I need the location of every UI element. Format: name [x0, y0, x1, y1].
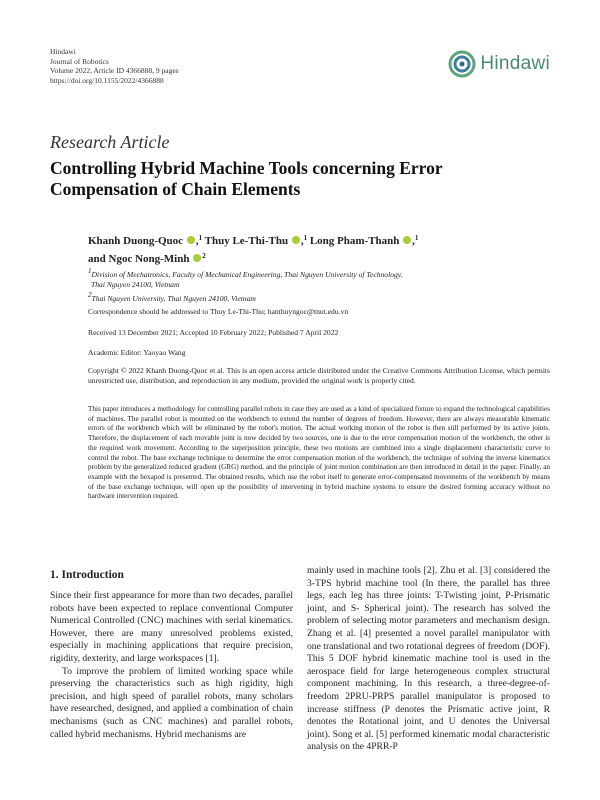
author-name[interactable]: Long Pham-Thanh [309, 235, 400, 247]
publisher-name: Hindawi [50, 47, 76, 56]
body-column-left [50, 590, 293, 741]
publication-dates: Received 13 December 2021; Accepted 10 February 2022; Published 7 April 2022 [88, 328, 339, 337]
correspondence: Correspondence should be addressed to Thuy Le-Thi-Thu; hanthuyngoc@tnut.edu.vn [88, 307, 349, 316]
orcid-icon[interactable] [187, 236, 195, 244]
body-column-right [307, 565, 550, 754]
paragraph: mainly used in machine tools [2]. Zhu et al. [3] considered the 3-TPS hybrid machine tool (In there, the parallel has three legs, each leg has three joints: T-Twisting joint, P-Prismatic joint, and S- Spherical joint). The research has solved the problem of selecting motor parameters and mechanism design. Zhang et al. [4] presented a novel parallel manipulator with one translational and two rotational degrees of freedom (DOF). This 5 DOF hybrid kinematic machine tool is used in the aerospace field for large heterogeneous complex structural component machining. In this research, a three-degree-of-freedom 2PRU-PRPS parallel manipulator is proposed to increase stiffness (P denotes the Prismatic active joint, R denotes the Rotational joint, and U denotes the Universal joint). Song et al. [5] performed kinematic modal characteristic analysis on the 4PRR-P [307, 565, 550, 753]
affiliation-line: Thai Nguyen 24100, Vietnam [91, 280, 180, 289]
author-list: Khanh Duong-Quoc ,$^1$ Thuy Le-Thi-Thu ,$^1$ Long Pham-Thanh ,$^1$ and Ngoc Nong-Minh $^2$ [88, 234, 419, 265]
logo-wordmark: Hindawi [480, 53, 550, 74]
affiliation-line: 2Thai Nguyen University, Thai Nguyen 24100, Vietnam [88, 291, 256, 303]
academic-editor: Academic Editor: Yaoyao Wang [88, 348, 186, 357]
author-affiliation-marker: 1 [198, 234, 203, 242]
journal-name: Journal of Robotics [50, 56, 109, 66]
section-heading: 1. Introduction [50, 569, 124, 581]
journal-metadata [50, 47, 179, 85]
copyright-notice: Copyright © 2022 Khanh Duong-Quoc et al. This is an open access article distributed under the Creative Commons Attribution License, which permits unrestricted use, distribution, and reproduction in any medium, provided the original work is properly cited. [88, 366, 550, 385]
affiliation-line: 1Division of Mechatronics, Faculty of Mechanical Engineering, Thai Nguyen University of Technology, [88, 267, 403, 279]
author-name[interactable]: Khanh Duong-Quoc [88, 235, 184, 247]
author-affiliation-marker: 1 [414, 234, 419, 242]
hindawi-logo-icon [448, 50, 476, 78]
volume-line: Volume 2022, Article ID 4366888, 9 pages [50, 66, 179, 76]
orcid-icon[interactable] [292, 236, 300, 244]
orcid-icon[interactable] [193, 254, 201, 262]
hindawi-logo [448, 50, 550, 78]
paragraph: To improve the problem of limited working space while preserving the characteristics such as high rigidity, high precision, and high speed of parallel robots, many scholars have researched, designed, and applied a combination of chain mechanisms (such as CNC machines) and parallel robots, called hybrid mechanisms. Hybrid mechanisms are [50, 665, 293, 740]
author-name[interactable]: Thuy Le-Thi-Thu [204, 235, 289, 247]
article-type: Research Article [50, 132, 170, 152]
orcid-icon[interactable] [403, 236, 411, 244]
author-name[interactable]: Ngoc Nong-Minh [108, 253, 190, 265]
author-affiliation-marker: 2 [202, 252, 206, 260]
abstract: This paper introduces a methodology for controlling parallel robots in case they are used as a kind of specialized fixture to expand the technological capabilities of machines. The parallel robot is mounted on the workbench to extend the number of degrees of freedom. However, there are always measurable kinematic errors of the workbench which will be eliminated by the robot's motion. The actual working motion of the robot is then still performed by its active joints. Therefore, the displacement of each movable joint is now decided by two sources, one is due to the error compensation motion of the workbench, the other is the required work movement. According to the superposition principle, these two motions are combined into a single displacement characteristic curve to control the robot. The base exchange technique to determine the error compensation motion of the workbench, the technique of solving the inverse kinematics problem by the generalized reduced gradient (GRG) method, and the principle of joint motion combination are then introduced in detail in the paper. Finally, an example with the hexapod is presented. The obtained results, which use the robot itself to generate error-compensated movements of the workbench by means of the base exchange technique, will open up the possibility of intervening in hybrid machine systems to ensure the desired forming accuracy without no hardware intervention required. [88, 405, 550, 501]
doi-link[interactable]: https://doi.org/10.1155/2022/4366888 [50, 75, 164, 85]
paragraph: Since their first appearance for more than two decades, parallel robots have been expected to replace conventional Computer Numerical Controlled (CNC) machines with serial kinematics. However, there are many unresolved problems existed, especially in machining applications that require precision, rigidity, dexterity, and large workspaces [1]. [50, 590, 293, 664]
page-title: Controlling Hybrid Machine Tools concerning Error Compensation of Chain Elements [50, 158, 443, 199]
affiliations [88, 266, 548, 304]
author-affiliation-marker: 1 [303, 234, 308, 242]
